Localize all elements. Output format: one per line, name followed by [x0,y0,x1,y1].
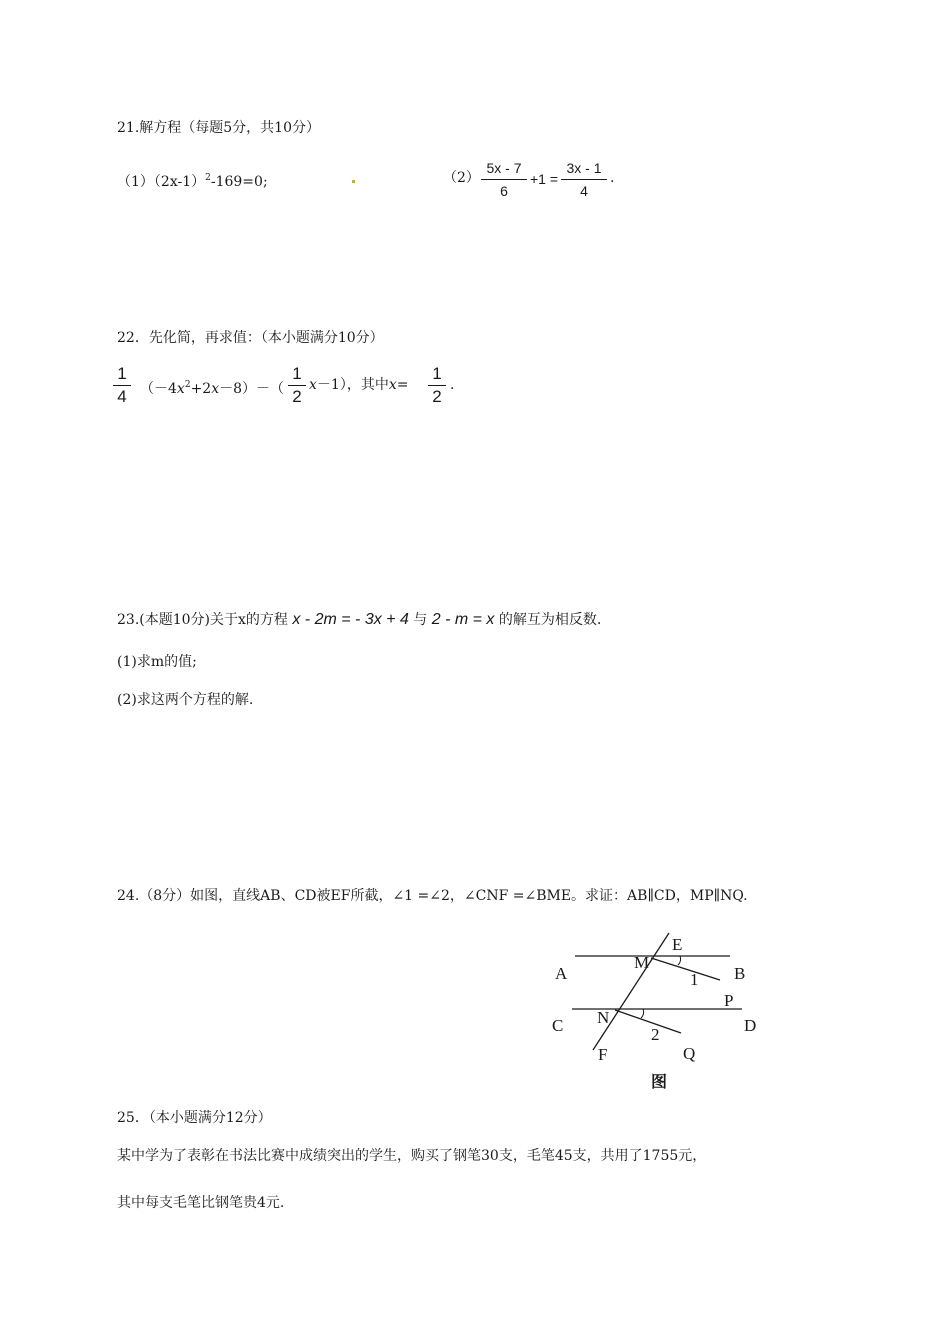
q25-title: 25．（本小题满分12分） [117,1110,272,1126]
q21-part1-expr-b: -169=0; [210,174,268,190]
q22-var-x: x [388,377,397,393]
q22-fraction-quarter-numerator: 1 [117,364,127,383]
q22-title: 22．先化简，再求值：（本小题满分10分） [117,330,384,346]
label-f: F [598,1045,608,1064]
q22-fraction-half-b-denominator: 2 [432,387,442,406]
q21-fraction-left-denominator: 6 [500,183,508,199]
q22-fraction-quarter-denominator: 4 [117,387,127,406]
q22-fraction-half-a [288,364,306,407]
q22-period: . [450,377,455,393]
q22-expression-tail [309,375,408,395]
q22-var-x: x [176,381,185,397]
fraction-bar [481,179,527,180]
q25-line-2: 其中每支毛笔比钢笔贵4元. [117,1195,285,1211]
q23-item-2: (2)求这两个方程的解. [117,692,254,708]
q21-part2-label: （2） [443,170,480,186]
angle-2-arc [641,1009,644,1018]
q21-fraction-left-numerator: 5x - 7 [486,160,522,176]
q22-fraction-half-a-denominator: 2 [292,387,302,406]
label-n: N [597,1008,610,1027]
ray-nq [615,1010,681,1033]
q24-statement: 24.（8分）如图，直线AB、CD被EF所截，∠1 =∠2，∠CNF =∠BME。求证：AB∥CD，MP∥NQ. [117,888,748,904]
label-b: B [734,964,746,983]
angle-1-arc [678,956,681,965]
q21-fraction-left [481,158,527,201]
q22-fraction-half-a-numerator: 1 [292,364,302,383]
q25-line-1: 某中学为了表彰在书法比赛中成绩突出的学生，购买了钢笔30支，毛笔45支，共用了1755元， [117,1148,707,1164]
q22-seg1a: （－4 [140,381,177,397]
q22-var-x: x [211,381,220,397]
q22-seg2: －1），其中 [316,377,389,393]
label-p: P [724,991,734,1010]
label-angle-2: 2 [651,1025,660,1044]
label-d: D [744,1016,757,1035]
q23-mid: 与 [413,612,428,628]
q22-expression [140,375,284,399]
fraction-bar [561,179,607,180]
figure-caption: 图 [651,1072,668,1091]
label-angle-1: 1 [690,970,699,989]
q23-prefix: 23.(本题10分)关于x的方程 [117,612,288,628]
q21-part1-expr-a: （2x-1） [153,174,206,190]
q21-fraction-right-numerator: 3x - 1 [566,160,602,176]
q21-title: 21.解方程（每题5分，共10分） [117,120,320,136]
q21-part1 [117,168,268,192]
q23-statement [117,610,601,630]
q21-fraction-right [561,158,607,201]
q22-equals: = [396,377,409,393]
q22-fraction-half-b-numerator: 1 [432,364,442,383]
q23-equation-1: x - 2m = - 3x + 4 [292,611,409,628]
label-e: E [672,935,683,954]
q22-exponent: 2 [184,380,191,390]
q23-equation-2: 2 - m = x [431,611,495,628]
q22-fraction-half-b [428,364,446,407]
q21-part1-exponent: 2 [205,173,211,183]
q22-fraction-quarter [113,364,131,407]
label-a: A [555,964,568,983]
q21-fraction-right-denominator: 4 [580,183,588,199]
label-q: Q [683,1044,696,1063]
fraction-bar [428,385,446,386]
stray-dot [352,180,355,183]
q23-item-1: (1)求m的值; [117,654,197,670]
label-m: M [634,953,650,972]
q22-seg1b: +2 [190,381,212,397]
q22-var-x: x [309,377,317,393]
fraction-bar [288,385,306,386]
label-c: C [552,1016,564,1035]
q22-seg1c: －8）－（ [219,381,285,397]
q21-period: . [610,170,615,186]
q21-part1-label: （1） [117,174,154,190]
ray-mp [651,958,720,980]
q23-suffix: 的解互为相反数. [498,612,602,628]
q21-plus-one: +1 = [530,171,559,187]
fraction-bar [113,385,131,386]
geometry-figure [540,925,800,1095]
